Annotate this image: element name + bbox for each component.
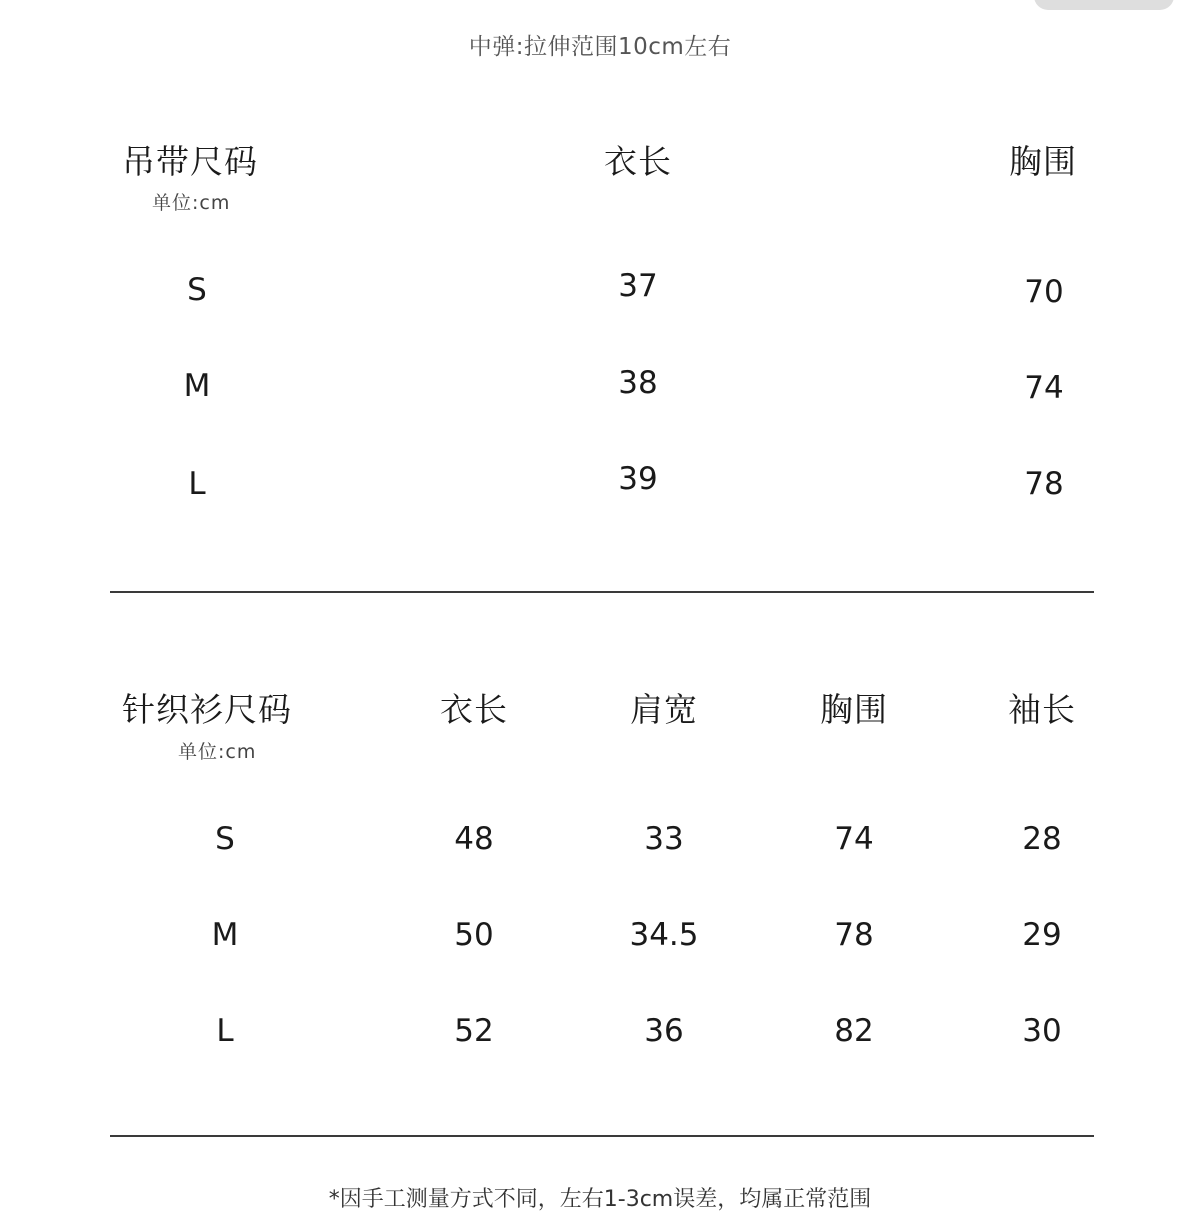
- camisole-cell: 38: [618, 365, 658, 401]
- cardigan-cell: 30: [1022, 1013, 1062, 1049]
- camisole-cell: 78: [1024, 466, 1064, 502]
- cardigan-cell: 28: [1022, 821, 1062, 857]
- cardigan-column-header: 胸围: [820, 690, 888, 729]
- cardigan-cell: 74: [834, 821, 874, 857]
- cardigan-size-label: M: [211, 917, 239, 953]
- camisole-unit-label: 单位:cm: [152, 192, 231, 214]
- cardigan-cell: 33: [644, 821, 684, 857]
- cardigan-column-header: 袖长: [1008, 690, 1076, 729]
- cardigan-column-header: 肩宽: [630, 690, 698, 729]
- cardigan-cell: 36: [644, 1013, 684, 1049]
- cardigan-size-label: S: [215, 821, 235, 857]
- camisole-table-title: 吊带尺码: [122, 142, 258, 181]
- stretch-note: 中弹:拉伸范围10cm左右: [468, 34, 732, 60]
- cardigan-cell: 50: [454, 917, 494, 953]
- camisole-size-label: S: [187, 272, 207, 308]
- cardigan-table-title: 针织衫尺码: [122, 690, 292, 729]
- cardigan-size-label: L: [216, 1013, 234, 1049]
- camisole-cell: 74: [1024, 370, 1064, 406]
- cardigan-cell: 52: [454, 1013, 494, 1049]
- camisole-cell: 39: [618, 461, 658, 497]
- cardigan-unit-label: 单位:cm: [178, 741, 257, 763]
- measurement-disclaimer: *因手工测量方式不同，左右1-3cm误差，均属正常范围: [328, 1187, 872, 1212]
- cardigan-cell: 78: [834, 917, 874, 953]
- cardigan-cell: 48: [454, 821, 494, 857]
- top-tab-decoration: [1034, 0, 1174, 10]
- camisole-cell: 70: [1024, 274, 1064, 310]
- cardigan-column-header: 衣长: [440, 690, 508, 729]
- section-divider: [110, 591, 1094, 593]
- cardigan-cell: 34.5: [629, 917, 699, 953]
- camisole-column-header: 衣长: [604, 142, 672, 181]
- cardigan-cell: 29: [1022, 917, 1062, 953]
- cardigan-cell: 82: [834, 1013, 874, 1049]
- section-divider: [110, 1135, 1094, 1137]
- camisole-size-label: M: [183, 368, 211, 404]
- camisole-size-label: L: [188, 466, 206, 502]
- camisole-cell: 37: [618, 268, 658, 304]
- camisole-column-header: 胸围: [1009, 142, 1077, 181]
